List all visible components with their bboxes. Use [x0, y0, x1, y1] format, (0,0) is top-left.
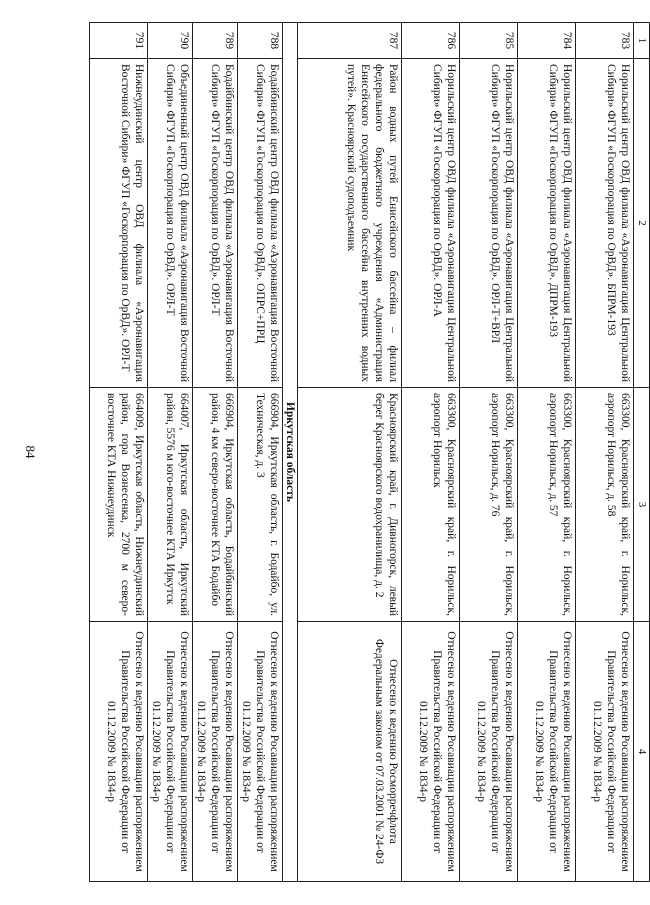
- legal-basis: Отнесено к ведению Росавиации распоряжением Правительства Российской Федерации от 01.12.2009 № 1834-р: [147, 622, 192, 882]
- legal-basis: Отнесено к ведению Росавиации распоряжением Правительства Российской Федерации от 01.12.2009 № 1834-р: [460, 622, 518, 882]
- legal-basis: Отнесено к ведению Росавиации распоряжением Правительства Российской Федерации от 01.12.2009 № 1834-р: [518, 622, 576, 882]
- legal-basis: Отнесено к ведению Росморречфлота Федеральным законом от 07.03.2001 № 24-ФЗ: [298, 622, 402, 882]
- table-row: [576, 23, 634, 882]
- object-address: 663300, Красноярский край, г. Норильск, аэропорт Норильск, д. 57: [518, 388, 576, 622]
- object-name: Норильский центр ОВД филиала «Аэронавигация Центральной Сибири» ФГУП «Госкорпорация по ОрВД». ДПРМ-193: [518, 59, 576, 388]
- row-number: 783: [576, 23, 634, 59]
- object-name: Нижнеудинский центр ОВД филиала «Аэронавигация Восточной Сибири» ФГУП «Госкорпорация по ОрВД». ОРЛ-Т: [89, 59, 147, 388]
- object-name: Норильский центр ОВД филиала «Аэронавигация Центральной Сибири» ФГУП «Госкорпорация по ОрВД». БПРМ-193: [576, 59, 634, 388]
- column-header-3: 3: [634, 388, 650, 622]
- row-number: 787: [298, 23, 402, 59]
- legal-basis: Отнесено к ведению Росавиации распоряжением Правительства Российской Федерации от 01.12.2009 № 1834-р: [576, 622, 634, 882]
- row-number: 789: [192, 23, 237, 59]
- legal-basis: Отнесено к ведению Росавиации распоряжением Правительства Российской Федерации от 01.12.2009 № 1834-р: [402, 622, 460, 882]
- row-number: 786: [402, 23, 460, 59]
- row-number: 790: [147, 23, 192, 59]
- object-address: 666904, Иркутская область, Бодайбинский район, 4 км северо-восточнее КТА Бодайбо: [192, 388, 237, 622]
- column-header-4: 4: [634, 622, 650, 882]
- table-row: [460, 23, 518, 882]
- table-row: [192, 23, 237, 882]
- object-address: 663300, Красноярский край, г. Норильск, аэропорт Норильск, д. 58: [576, 388, 634, 622]
- rotated-table-container: [90, 22, 650, 882]
- column-header-2: 2: [634, 59, 650, 388]
- page-number: 84: [23, 445, 38, 459]
- object-name: Район водных путей Енисейского бассейна – филиал федерального бюджетного учреждения «Администрация Енисейского государственного бассейна внутренних водных путей». Красноярский судоподъемник: [298, 59, 402, 388]
- table-row: [237, 23, 282, 882]
- row-number: 784: [518, 23, 576, 59]
- row-number: 785: [460, 23, 518, 59]
- region-row: [282, 23, 297, 882]
- row-number: 791: [89, 23, 147, 59]
- header-row: [634, 23, 650, 882]
- object-address: 663300, Красноярский край, г. Норильск, аэропорт Норильск: [402, 388, 460, 622]
- object-address: 666904, Иркутская область, г. Бодайбо, ул. Техническая, д. 3: [237, 388, 282, 622]
- object-address: 663300, Красноярский край, г. Норильск, аэропорт Норильск, д. 76: [460, 388, 518, 622]
- legal-basis: Отнесено к ведению Росавиации распоряжением Правительства Российской Федерации от 01.12.2009 № 1834-р: [237, 622, 282, 882]
- object-address: 664007, Иркутская область, Иркутский район, 5576 м юго-восточнее КТА Иркутск: [147, 388, 192, 622]
- table-row: [402, 23, 460, 882]
- registry-table: [89, 22, 650, 882]
- legal-basis: Отнесено к ведению Росавиации распоряжением Правительства Российской Федерации от 01.12.2009 № 1834-р: [89, 622, 147, 882]
- table-row: [518, 23, 576, 882]
- row-number: 788: [237, 23, 282, 59]
- object-address: Красноярский край, г. Дивногорск, левый берег Красноярского водохранилища, д. 2: [298, 388, 402, 622]
- table-row: [298, 23, 402, 882]
- legal-basis: Отнесено к ведению Росавиации распоряжением Правительства Российской Федерации от 01.12.2009 № 1834-р: [192, 622, 237, 882]
- object-name: Норильский центр ОВД филиала «Аэронавигация Центральной Сибири» ФГУП «Госкорпорация по ОрВД». ОРЛ-А: [402, 59, 460, 388]
- table-row: [147, 23, 192, 882]
- table-row: [89, 23, 147, 882]
- object-name: Норильский центр ОВД филиала «Аэронавигация Центральной Сибири» ФГУП «Госкорпорация по ОрВД». ОРЛ-Т+ВРЛ: [460, 59, 518, 388]
- object-address: 664009, Иркутская область, Нижнеудинский район, гора Вознесенка, 2700 м северо-восточнее КТА Нижнеудинск: [89, 388, 147, 622]
- region-heading: Иркутская область: [282, 23, 297, 882]
- object-name: Бодайбинский центр ОВД филиала «Аэронавигация Восточной Сибири» ФГУП «Госкорпорация по ОрВД». ОПРС+ПРЦ: [237, 59, 282, 388]
- object-name: Объединенный центр ОВД филиала «Аэронавигация Восточной Сибири» ФГУП «Госкорпорация по ОрВД». ОРЛ-Т: [147, 59, 192, 388]
- object-name: Бодайбинский центр ОВД филиала «Аэронавигация Восточной Сибири» ФГУП «Госкорпорация по ОрВД». ОРЛ-Т: [192, 59, 237, 388]
- column-header-1: 1: [634, 23, 650, 59]
